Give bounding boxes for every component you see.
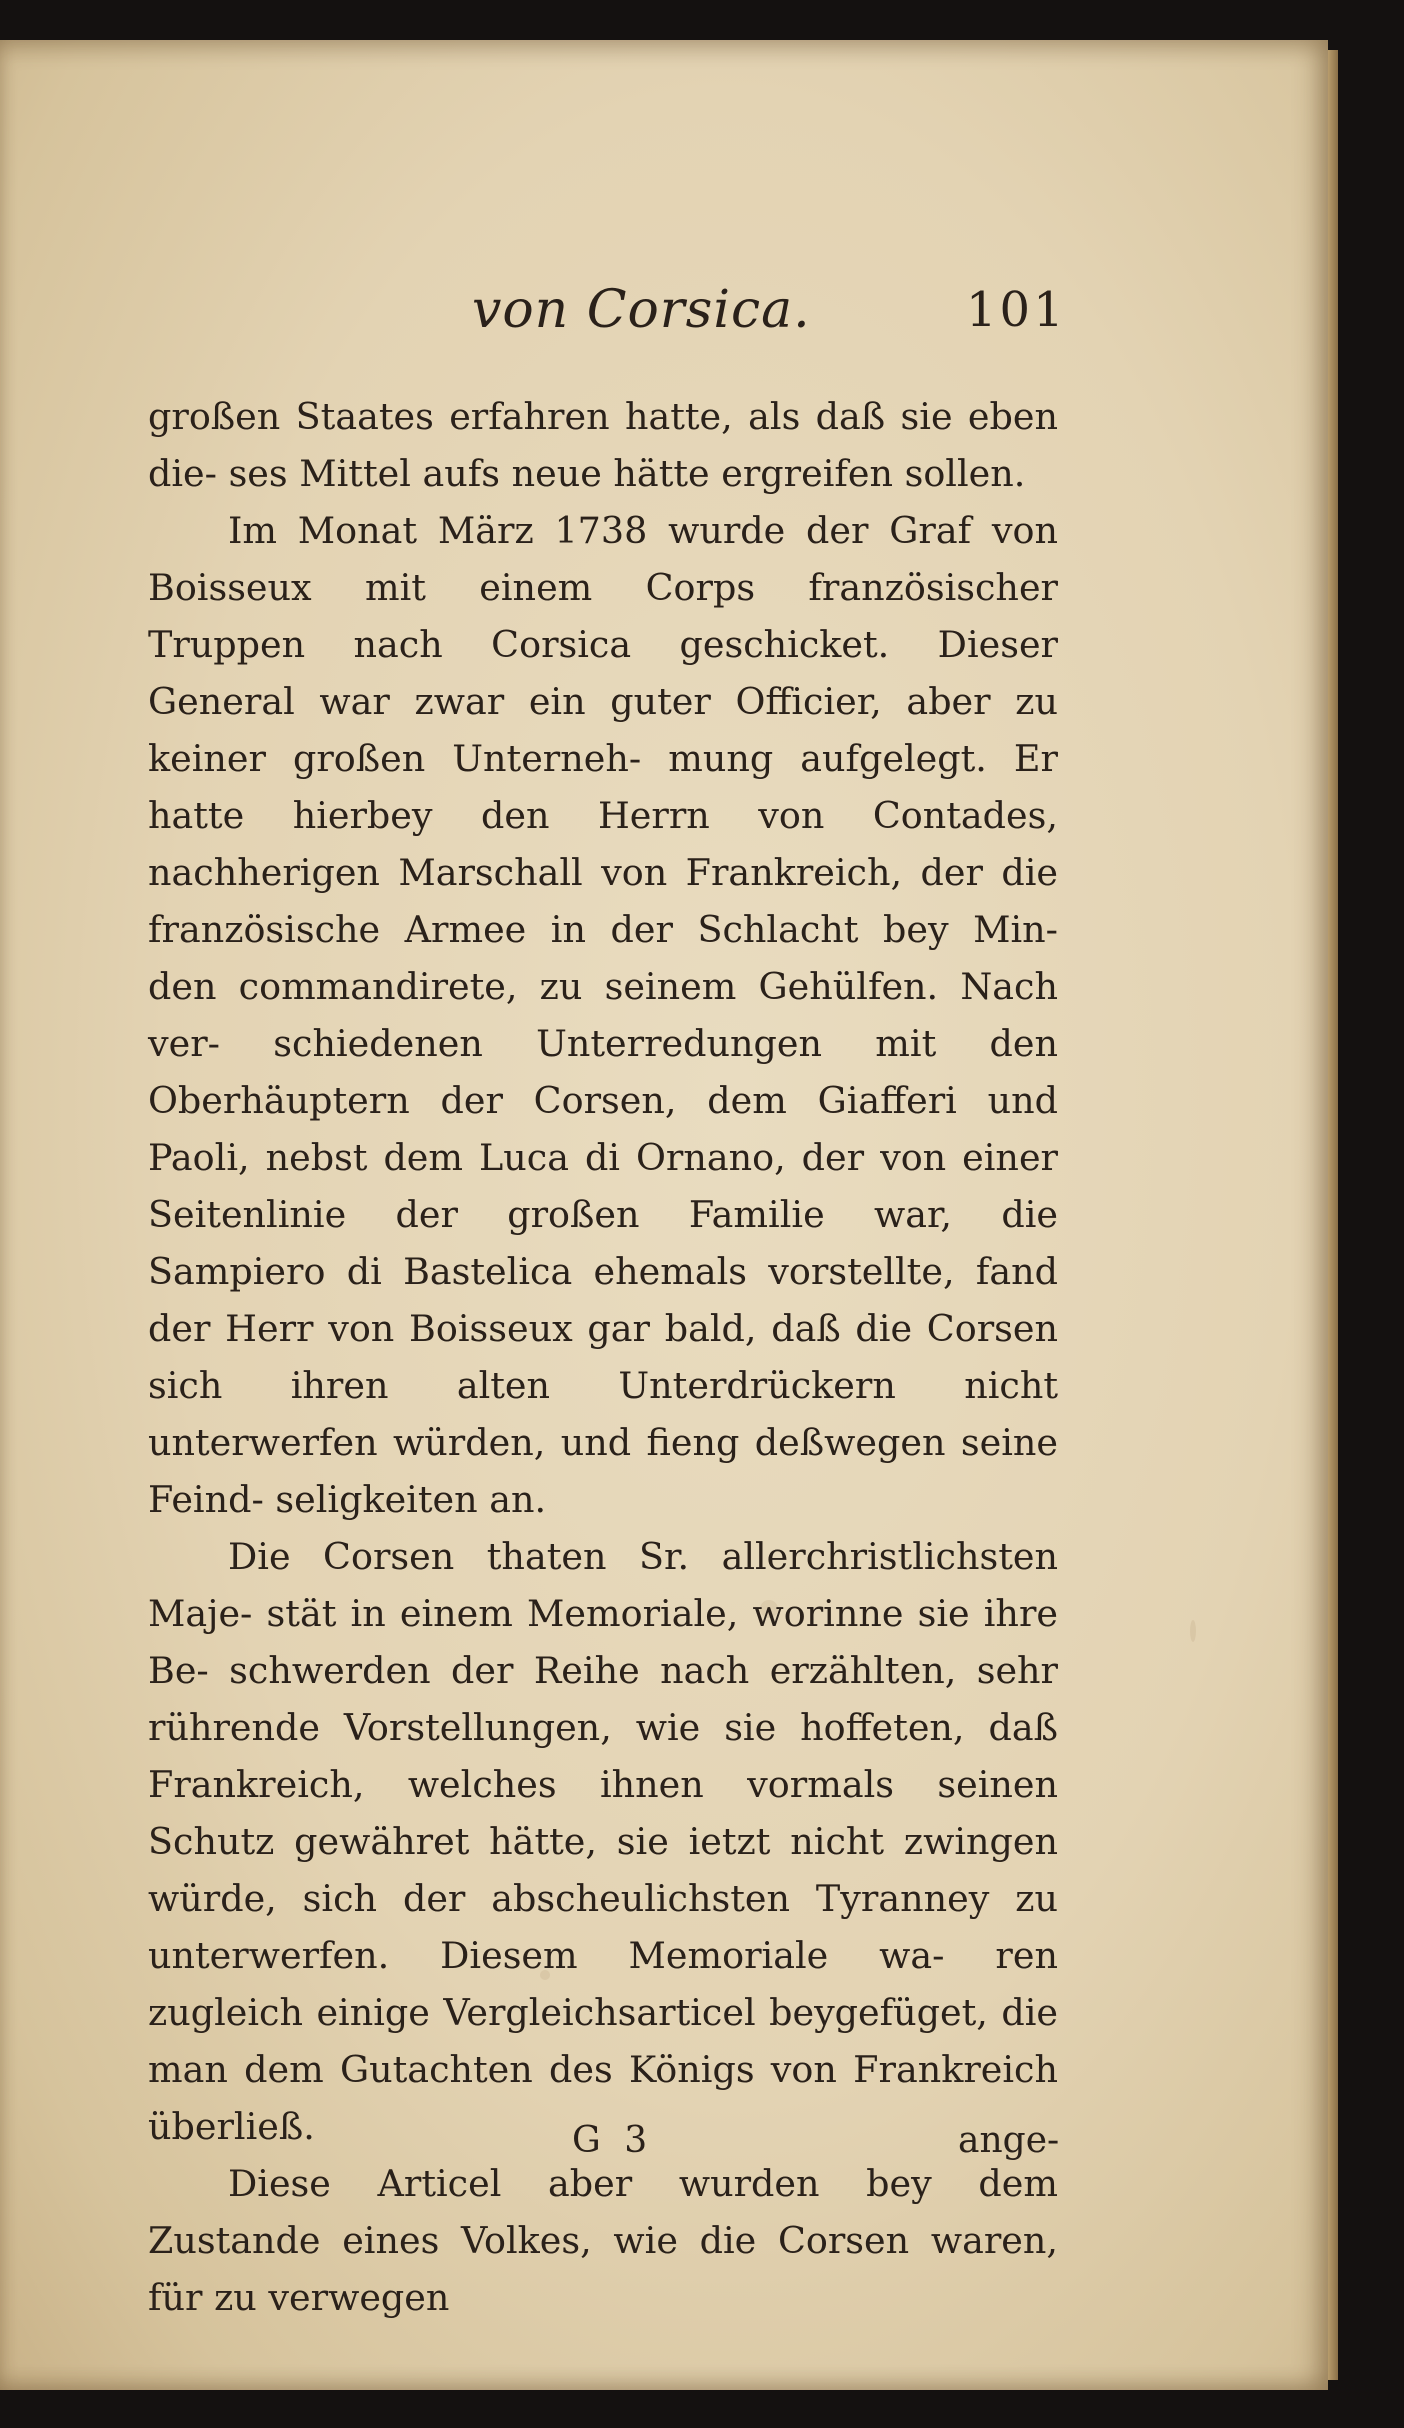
page-header — [0, 280, 1328, 360]
paragraph: Im Monat März 1738 wurde der Graf von Boisseux mit einem Corps französischer Truppen nach Corsica geschicket. Dieser General war zwar ein guter Officier, aber zu keiner großen Unterneh- mung aufgelegt. Er hatte hierbey den Herrn von Contades, nachherigen Marschall von Frankreich, der die französische Armee in der Schlacht bey Min- den commandirete, zu seinem Gehülfen. Nach ver- schiedenen Unterredungen mit den Oberhäuptern der Corsen, dem Giafferi und Paoli, nebst dem Luca di Ornano, der von einer Seitenlinie der großen Familie war, die Sampiero di Bastelica ehemals vorstellte, fand der Herr von Boisseux gar bald, daß die Corsen sich ihren alten Unterdrückern nicht unterwerfen würden, und fieng deßwegen seine Feind- seligkeiten an. — [148, 509, 1058, 1521]
book-page — [0, 40, 1328, 2390]
running-title: von Corsica. — [472, 280, 811, 340]
signature-mark: G 3 — [572, 2120, 654, 2161]
paragraph: großen Staates erfahren hatte, als daß sie eben die- ses Mittel aufs neue hätte ergreifen sollen. — [148, 395, 1058, 495]
paper-foxing-spot — [1190, 1620, 1196, 1642]
paragraph: Die Corsen thaten Sr. allerchristlichsten Maje- stät in einem Memoriale, worinne sie ihre Be- schwerden der Reihe nach erzählten, sehr rührende Vorstellungen, wie sie hoffeten, daß Frankreich, welches ihnen vormals seinen Schutz gewähret hätte, sie ietzt nicht zwingen würde, sich der abscheulichsten Tyranney zu unterwerfen. Diesem Memoriale wa- ren zugleich einige Vergleichsarticel beygefüget, die man dem Gutachten des Königs von Frankreich überließ. — [148, 1535, 1058, 2148]
page-number: 101 — [966, 282, 1067, 338]
page-edge — [1328, 50, 1338, 2380]
page-footer — [0, 2120, 1328, 2180]
paragraph: Diese Articel aber wurden bey dem Zustande eines Volkes, wie die Corsen waren, für zu verwegen — [148, 2162, 1058, 2319]
body-text — [148, 388, 1058, 2326]
catchword: ange- — [958, 2120, 1060, 2161]
